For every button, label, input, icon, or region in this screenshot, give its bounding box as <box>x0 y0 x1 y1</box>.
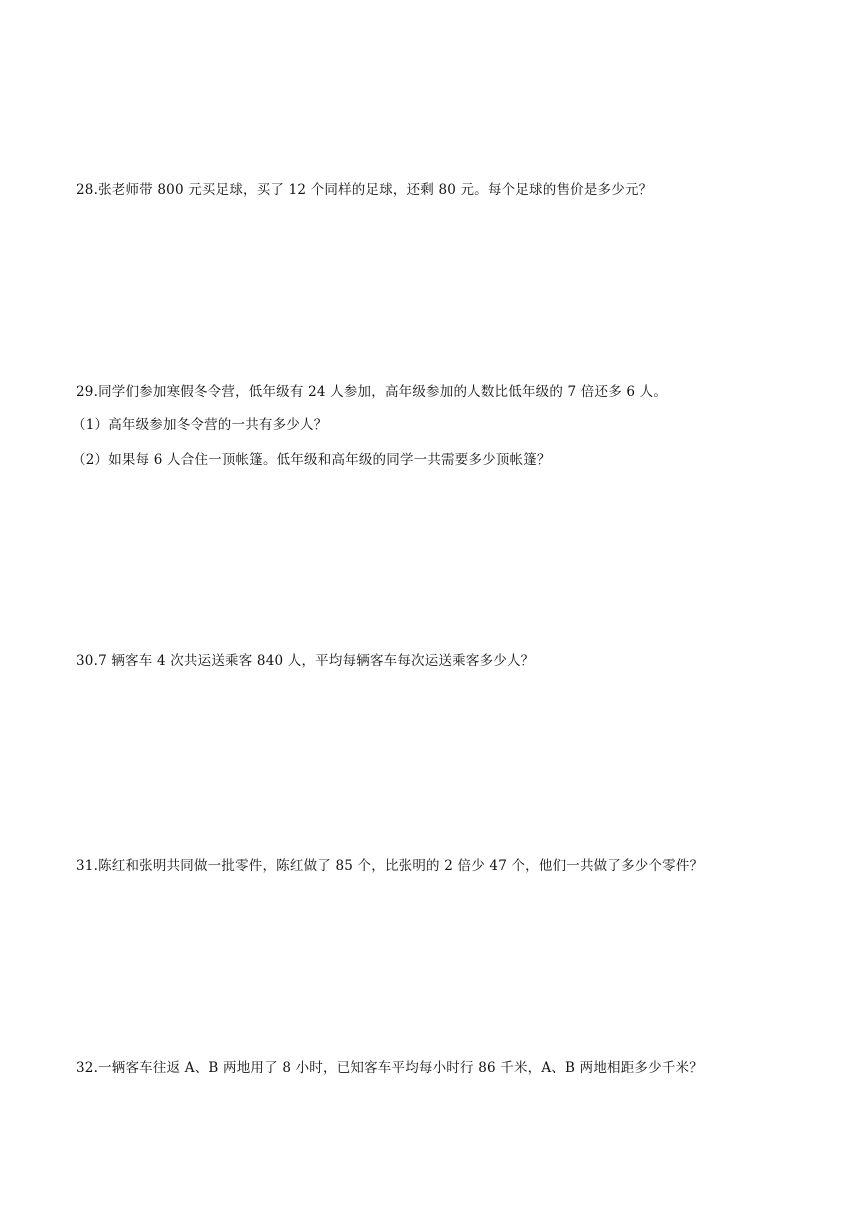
question-29 <box>76 382 667 402</box>
question-30 <box>76 651 534 671</box>
question-number: 28. <box>76 182 99 198</box>
question-text: 张老师带 800 元买足球，买了 12 个同样的足球，还剩 80 元。每个足球的售价是多少元？ <box>98 182 653 198</box>
question-31 <box>76 856 703 876</box>
question-text: 陈红和张明共同做一批零件，陈红做了 85 个，比张明的 2 倍少 47 个，他们一共做了多少个零件？ <box>98 858 704 874</box>
question-number: 29. <box>76 384 99 400</box>
question-number: 31. <box>76 858 99 874</box>
question-29-part-1: （1）高年级参加冬令营的一共有多少人？ <box>72 417 328 433</box>
question-29-part-2: （2）如果每 6 人合住一顶帐篷。低年级和高年级的同学一共需要多少顶帐篷？ <box>72 452 551 468</box>
question-number: 30. <box>76 653 99 669</box>
question-number: 32. <box>76 1060 99 1076</box>
question-text: 一辆客车往返 A、B 两地用了 8 小时，已知客车平均每小时行 86 千米，A、B 两地相距多少千米？ <box>98 1060 703 1076</box>
question-text: 同学们参加寒假冬令营，低年级有 24 人参加，高年级参加的人数比低年级的 7 倍还多 6 人。 <box>98 384 668 400</box>
question-28 <box>76 180 652 200</box>
question-32 <box>76 1058 703 1078</box>
question-text: 7 辆客车 4 次共运送乘客 840 人，平均每辆客车每次运送乘客多少人？ <box>98 653 535 669</box>
